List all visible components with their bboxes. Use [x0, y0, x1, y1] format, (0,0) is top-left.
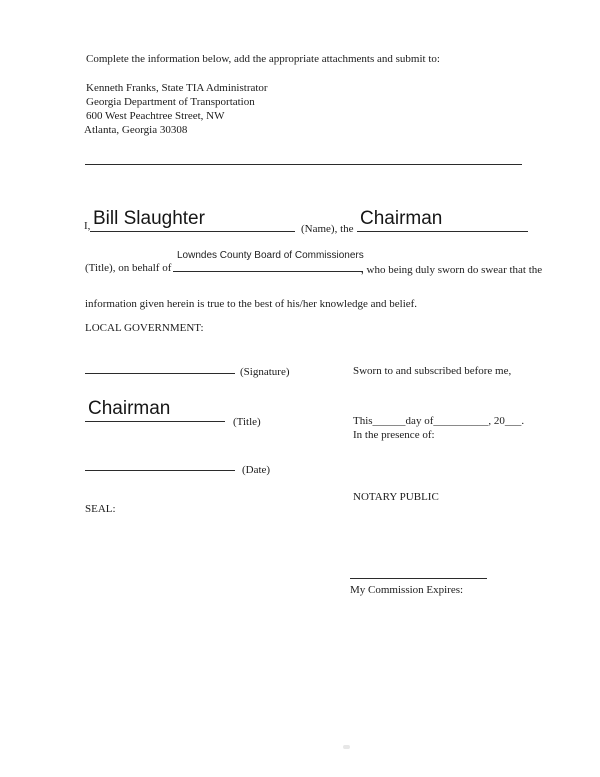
presence-text: In the presence of: — [353, 429, 435, 441]
recipient-address — [86, 81, 268, 137]
date-line[interactable] — [85, 470, 235, 471]
top-divider-line — [85, 164, 522, 165]
scan-artifact — [343, 745, 350, 749]
behalf-prefix: (Title), on behalf of — [85, 262, 172, 274]
signature-line[interactable] — [85, 373, 235, 374]
title-caption: (Title) — [233, 416, 261, 428]
sworn-subscribed-text: Sworn to and subscribed before me, — [353, 365, 512, 377]
recipient-name-line: Kenneth Franks, State TIA Administrator — [86, 82, 268, 94]
commission-expires-label: My Commission Expires: — [350, 584, 464, 596]
belief-text: information given herein is true to the best of his/her knowledge and belief. — [85, 298, 418, 310]
commission-expires-line[interactable] — [350, 578, 487, 579]
title-field[interactable]: Chairman — [357, 208, 528, 232]
recipient-dept-line: Georgia Department of Transportation — [86, 96, 255, 108]
notary-date-blanks[interactable]: This______day of__________, 20___. — [353, 415, 525, 427]
local-government-label: LOCAL GOVERNMENT: — [85, 322, 204, 334]
name-caption: (Name), the — [301, 223, 354, 235]
signature-caption: (Signature) — [240, 366, 290, 378]
seal-label: SEAL: — [85, 503, 116, 515]
recipient-city-line: Atlanta, Georgia 30308 — [84, 124, 188, 136]
title-field-signature-block[interactable]: Chairman — [85, 398, 225, 422]
organization-field[interactable]: Lowndes County Board of Commissioners — [173, 250, 363, 272]
sworn-suffix-text: , who being duly sworn do swear that the — [361, 264, 543, 276]
i-label: I, — [84, 220, 91, 232]
intro-text: Complete the information below, add the appropriate attachments and submit to: — [86, 53, 440, 65]
date-caption: (Date) — [242, 464, 271, 476]
name-field[interactable]: Bill Slaughter — [90, 208, 295, 232]
notary-public-label: NOTARY PUBLIC — [353, 491, 439, 503]
recipient-street-line: 600 West Peachtree Street, NW — [86, 110, 225, 122]
